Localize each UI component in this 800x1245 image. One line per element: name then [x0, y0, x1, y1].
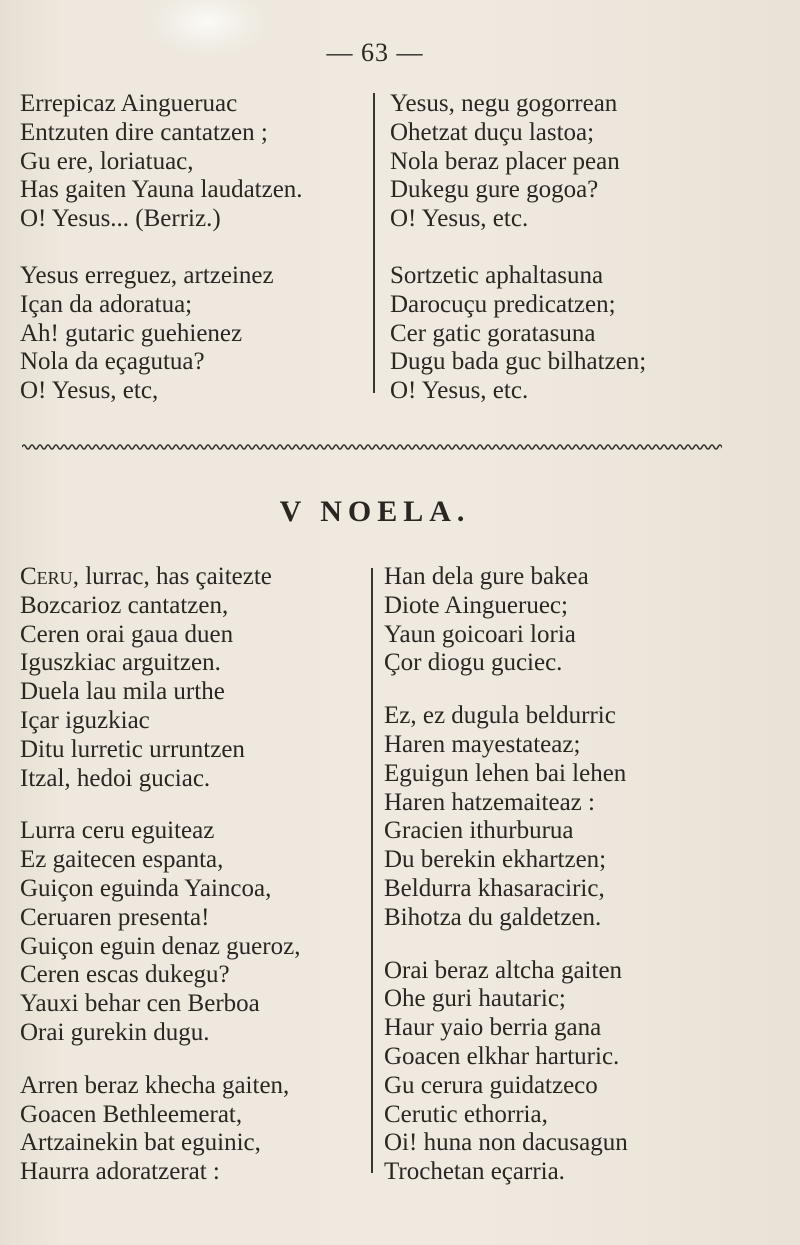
verse-line: Orai beraz altcha gaiten: [384, 956, 623, 984]
verse-line: Du berekin ekhartzen;: [384, 846, 607, 874]
verse-line: Ohetzat duçu lastoa;: [390, 118, 595, 146]
verse-line: Has gaiten Yauna laudatzen.: [20, 176, 303, 204]
verse-line: Ah! gutaric guehienez: [20, 319, 243, 347]
verse-line: O! Yesus, etc,: [20, 377, 159, 405]
verse-line: Guiçon eguinda Yaincoa,: [20, 874, 272, 902]
section-title: V NOELA.: [279, 495, 471, 528]
verse-line: Nola da eçagutua?: [20, 348, 205, 376]
verse-line: Eguigun lehen bai lehen: [384, 759, 627, 787]
column-divider: [373, 93, 375, 393]
verse-line: Ez gaitecen espanta,: [20, 846, 224, 874]
verse-line: Içar iguzkiac: [20, 706, 150, 734]
verse-line: Duela lau mila urthe: [20, 678, 225, 706]
verse-line: Beldurra khasaraciric,: [384, 874, 605, 902]
stanza: [20, 563, 300, 793]
verse-line: Arren beraz khecha gaiten,: [20, 1071, 290, 1099]
verse-line: Trochetan eçarria.: [384, 1158, 565, 1186]
verse-line: Yauxi behar cen Berboa: [20, 990, 260, 1018]
wavy-ornament-rule: [22, 440, 722, 454]
verse-line: O! Yesus, etc.: [390, 377, 529, 405]
stanza: [390, 262, 646, 406]
verse-line: Bozcarioz cantatzen,: [20, 591, 229, 619]
verse-line: Ceren escas dukegu?: [20, 961, 230, 989]
verse-line: Cerutic ethorria,: [384, 1100, 548, 1128]
verse-line: Errepicaz Aingueruac: [20, 90, 238, 117]
verse-line: Sortzetic aphaltasuna: [390, 261, 604, 289]
verse-line: Gracien ithurburua: [384, 817, 574, 845]
verse-line: Artzainekin bat eguinic,: [20, 1129, 261, 1157]
verse-line: Goacen Bethleemerat,: [20, 1100, 243, 1128]
verse-line: Dugu bada guc bilhatzen;: [390, 348, 647, 376]
verse-line: Haur yaio berria gana: [384, 1014, 602, 1042]
verse-line: Diote Aingueruec;: [384, 591, 568, 619]
verse-line: Han dela gure bakea: [384, 563, 589, 590]
verse-line: Oi! huna non dacusagun: [384, 1129, 628, 1157]
verse-line: Ceren orai gaua duen: [20, 620, 234, 648]
verse-line: Haurra adoratzerat :: [20, 1158, 220, 1186]
verse-line: Bihotza du galdetzen.: [384, 903, 602, 931]
verse-line: Lurra ceru eguiteaz: [20, 817, 215, 845]
verse-line: O! Yesus... (Berriz.): [20, 205, 221, 233]
verse-line: Guiçon eguin denaz gueroz,: [20, 932, 301, 960]
page-number: — 63 —: [326, 38, 424, 67]
verse-line: Dukegu gure gogoa?: [390, 176, 599, 204]
stanza: [20, 1072, 300, 1187]
verse-line: Entzuten dire cantatzen ;: [20, 118, 268, 146]
verse-line: Içan da adoratua;: [20, 290, 193, 318]
verse-line: [20, 563, 300, 592]
verse-line: Ditu lurretic urruntzen: [20, 735, 245, 763]
stanza: [20, 817, 300, 1047]
verse-line: Ohe guri hautaric;: [384, 985, 566, 1013]
stanza: [384, 957, 628, 1187]
top-left-column: [20, 90, 303, 406]
verse-line: Orai gurekin dugu.: [20, 1018, 210, 1046]
verse-line: Yaun goicoari loria: [384, 620, 576, 648]
column-divider: [371, 568, 373, 1173]
verse-line: Darocuçu predicatzen;: [390, 290, 616, 318]
stanza: [20, 262, 303, 406]
verse-line: Çor diogu guciec.: [384, 649, 563, 677]
verse-line: O! Yesus, etc.: [390, 205, 529, 233]
verse-line: Ceruaren presenta!: [20, 903, 210, 931]
stanza: [390, 90, 646, 234]
verse-line-rest: , lurrac, has çaitezte: [72, 563, 272, 590]
stanza: [20, 90, 303, 234]
verse-line: Iguszkiac arguitzen.: [20, 649, 221, 677]
verse-line: Itzal, hedoi guciac.: [20, 764, 211, 792]
verse-line: Goacen elkhar harturic.: [384, 1042, 620, 1070]
stanza: [384, 702, 628, 932]
verse-line: Haren mayestateaz;: [384, 730, 581, 758]
verse-line: Cer gatic goratasuna: [390, 319, 596, 347]
verse-line: Gu cerura guidatzeco: [384, 1071, 598, 1099]
verse-line: Gu ere, loriatuac,: [20, 147, 194, 175]
stanza: [384, 563, 628, 678]
verse-line: Yesus, negu gogorrean: [390, 90, 618, 117]
bottom-left-column: [20, 563, 300, 1187]
bottom-right-column: [384, 563, 628, 1187]
verse-line: Yesus erreguez, artzeinez: [20, 261, 274, 289]
verse-line: Ez, ez dugula beldurric: [384, 702, 616, 730]
top-right-column: [390, 90, 646, 406]
verse-line: Nola beraz placer pean: [390, 147, 620, 175]
initial-word: Ceru: [20, 563, 73, 590]
verse-line: Haren hatzemaiteaz :: [384, 788, 595, 816]
